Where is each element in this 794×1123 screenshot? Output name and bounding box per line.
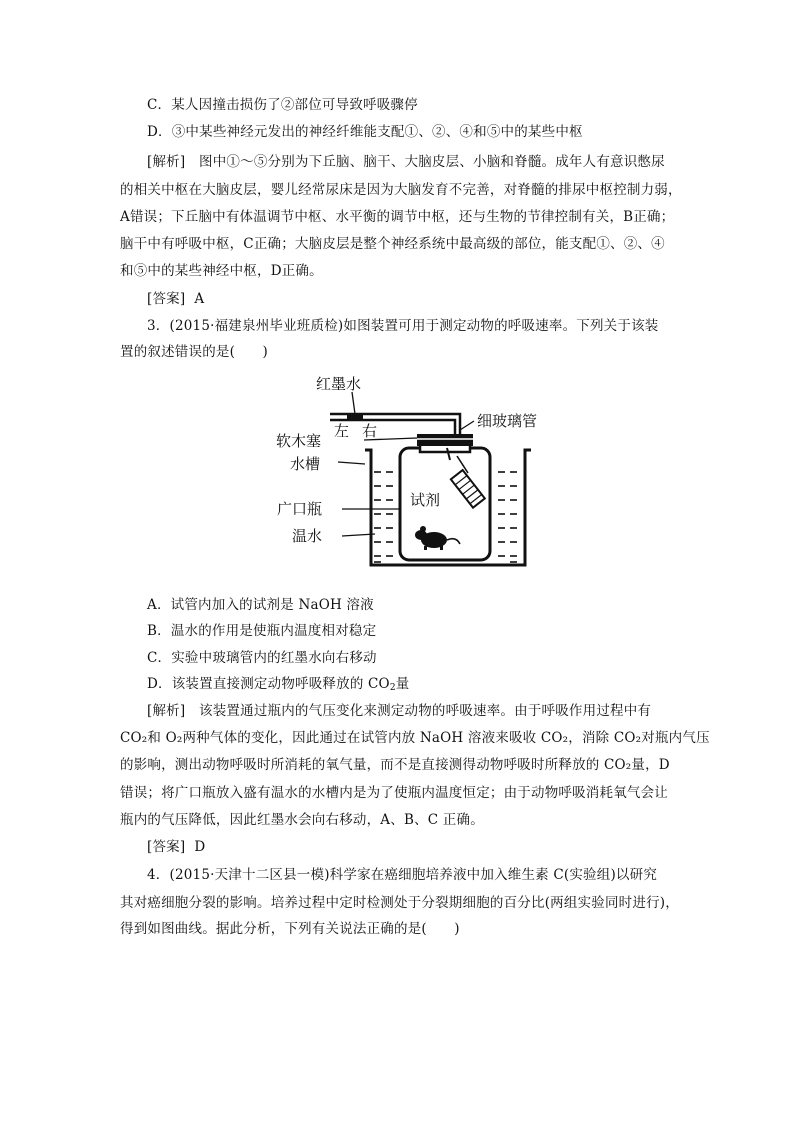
q2-analysis-line-3: A错误；下丘脑中有体温调节中枢、水平衡的调节中枢，还与生物的节律控制有关，B正确； <box>120 209 675 225</box>
q3-option-d <box>147 675 409 697</box>
q2-analysis-line-1: [解析] 图中①～⑤分别为下丘脑、脑干、大脑皮层、小脑和脊髓。成年人有意识憋尿 <box>147 154 665 170</box>
q2-answer <box>147 290 204 308</box>
q2-option-c: C．某人因撞击损伤了②部位可导致呼吸骤停 <box>147 97 418 113</box>
q2-analysis-line-4: 脑干中有呼吸中枢，C正确；大脑皮层是整个神经系统中最高级的部位，能支配①、②、④ <box>120 236 665 252</box>
label-right: 右 <box>362 422 378 440</box>
water-dashes-right <box>498 472 517 556</box>
q3-option-d-tail: 量 <box>395 676 410 692</box>
q3-stem-line-1: 3．(2015·福建泉州毕业班质检)如图装置可用于测定动物的呼吸速率。下列关于该装 <box>147 318 659 334</box>
q3-option-d-text: D．该装置直接测定动物呼吸释放的 CO <box>147 676 390 692</box>
q3-answer <box>147 838 205 856</box>
q3-option-a: A．试管内加入的试剂是 NaOH 溶液 <box>147 597 374 613</box>
q2-analysis-line-2: 的相关中枢在大脑皮层，婴儿经常尿床是因为大脑发育不完善，对脊髓的排尿中枢控制力弱， <box>120 182 682 198</box>
cork-stopper <box>417 434 473 446</box>
q4-stem-line-2: 其对癌细胞分裂的影响。培养过程中定时检测处于分裂期细胞的百分比(两组实验同时进行)， <box>120 895 679 911</box>
label-thin-glass-tube: 细玻璃管 <box>477 412 538 430</box>
q3-answer-value: D <box>194 839 206 855</box>
q2-option-d: D．③中某些神经元发出的神经纤维能支配①、②、④和⑤中的某些中枢 <box>147 124 583 140</box>
q3-analysis-line-3: 的影响，测出动物呼吸时所消耗的氧气量，而不是直接测得动物呼吸时所释放的 CO₂量，D <box>120 757 670 773</box>
label-cork: 软木塞 <box>276 432 322 450</box>
label-warm-water: 温水 <box>292 527 323 545</box>
q3-analysis-line-1: [解析] 该装置通过瓶内的气压变化来测定动物的呼吸速率。由于呼吸作用过程中有 <box>147 703 652 719</box>
label-red-ink: 红墨水 <box>316 375 362 393</box>
q4-stem-line-1: 4．(2015·天津十二区县一模)科学家在癌细胞培养液中加入维生素 C(实验组)以研究 <box>147 867 658 883</box>
q3-answer-label: [答案] <box>147 839 186 855</box>
q2-answer-value: A <box>194 291 205 307</box>
water-dashes-left <box>374 472 393 556</box>
q3-analysis-line-4: 错误；将广口瓶放入盛有温水的水槽内是为了使瓶内温度恒定；由于动物呼吸消耗氧气会让 <box>120 785 668 801</box>
q3-option-c: C．实验中玻璃管内的红墨水向右移动 <box>147 650 377 666</box>
label-wide-mouth-bottle: 广口瓶 <box>277 500 323 518</box>
q3-analysis-line-5: 瓶内的气压降低，因此红墨水会向右移动，A、B、C 正确。 <box>120 812 484 828</box>
q2-answer-label: [答案] <box>147 291 186 307</box>
q3-option-d-sub: 2 <box>389 683 396 693</box>
label-water-tank: 水槽 <box>290 455 321 473</box>
apparatus-diagram <box>270 368 570 583</box>
q3-analysis-line-2: CO₂和 O₂两种气体的变化，因此通过在试管内放 NaOH 溶液来吸收 CO₂，消除 CO₂对瓶内气压 <box>120 730 710 746</box>
red-ink-drop <box>347 414 363 420</box>
respiration-apparatus-figure <box>270 368 570 583</box>
q3-option-b: B．温水的作用是使瓶内温度相对稳定 <box>147 623 377 639</box>
q2-analysis-line-5: 和⑤中的某些神经中枢，D正确。 <box>120 263 323 279</box>
label-reagent: 试剂 <box>410 491 441 509</box>
label-left: 左 <box>334 422 350 440</box>
q4-stem-line-3: 得到如图曲线。据此分析，下列有关说法正确的是( ) <box>120 921 460 937</box>
q3-stem-line-2: 置的叙述错误的是( ) <box>120 344 268 360</box>
